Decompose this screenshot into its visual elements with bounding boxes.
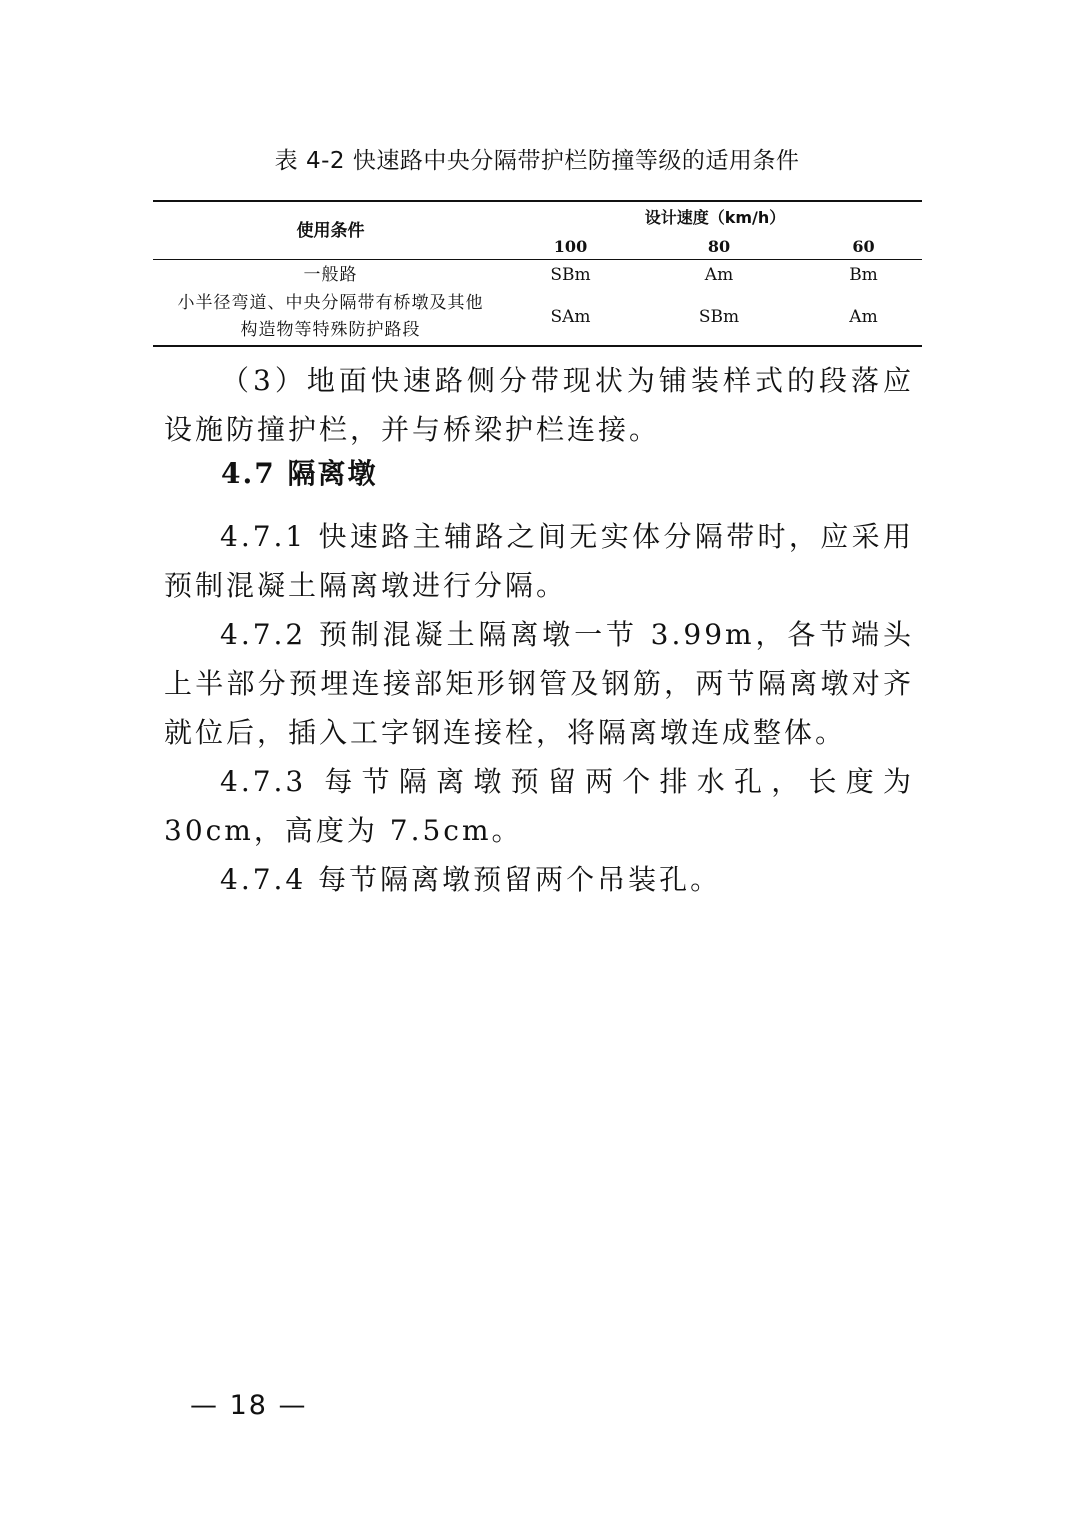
table-caption: 表 4-2 快速路中央分隔带护栏防撞等级的适用条件: [274, 148, 800, 174]
paragraph-4-7-3: [164, 757, 914, 855]
paragraph-4-7-4-text: 4.7.4 每节隔离墩预留两个吊装孔。: [220, 863, 722, 896]
row-general-road-value-100: SBm: [550, 265, 591, 285]
header-design-speed: 设计速度（km/h）: [644, 208, 786, 227]
page-number: — 18 —: [190, 1390, 308, 1421]
paragraph-4-7-1-text: 4.7.1 快速路主辅路之间无实体分隔带时，应采用预制混凝土隔离墩进行分隔。: [164, 520, 914, 602]
paragraph-4-7-2-text: 4.7.2 预制混凝土隔离墩一节 3.99m，各节端头上半部分预埋连接部矩形钢管及钢筋，两节隔离墩对齐就位后，插入工字钢连接栓，将隔离墩连成整体。: [164, 618, 914, 749]
speed-100: 100: [553, 237, 588, 256]
paragraph-4-7-3-text: 4.7.3 每节隔离墩预留两个排水孔，长度为 30cm，高度为 7.5cm。: [164, 765, 914, 847]
paragraph-4-7-2: [164, 610, 914, 757]
paragraph-3-text: （3）地面快速路侧分带现状为铺装样式的段落应设施防撞护栏，并与桥梁护栏连接。: [164, 364, 914, 446]
table-top-rule: [153, 200, 922, 202]
row-special-value-80: SBm: [698, 307, 740, 327]
row-special-condition-line1: 小半径弯道、中央分隔带有桥墩及其他: [177, 293, 484, 313]
row-special-condition-line2: 构造物等特殊防护路段: [240, 320, 421, 340]
paragraph-4-7-1: [164, 512, 914, 610]
speed-80: 80: [707, 237, 731, 256]
row-special-value-100: SAm: [550, 307, 591, 327]
paragraph-3: [164, 356, 914, 454]
section-heading: 4.7 隔离墩: [221, 457, 378, 490]
header-condition: 使用条件: [296, 221, 365, 241]
table-header-rule: [153, 259, 922, 260]
row-special-value-60: Am: [849, 307, 878, 327]
table-bottom-rule: [153, 345, 922, 347]
speed-60: 60: [852, 237, 875, 256]
row-general-road-condition: 一般路: [303, 265, 358, 285]
row-general-road-value-60: Bm: [849, 265, 878, 285]
paragraph-4-7-4: [164, 855, 914, 904]
row-general-road-value-80: Am: [704, 265, 734, 285]
